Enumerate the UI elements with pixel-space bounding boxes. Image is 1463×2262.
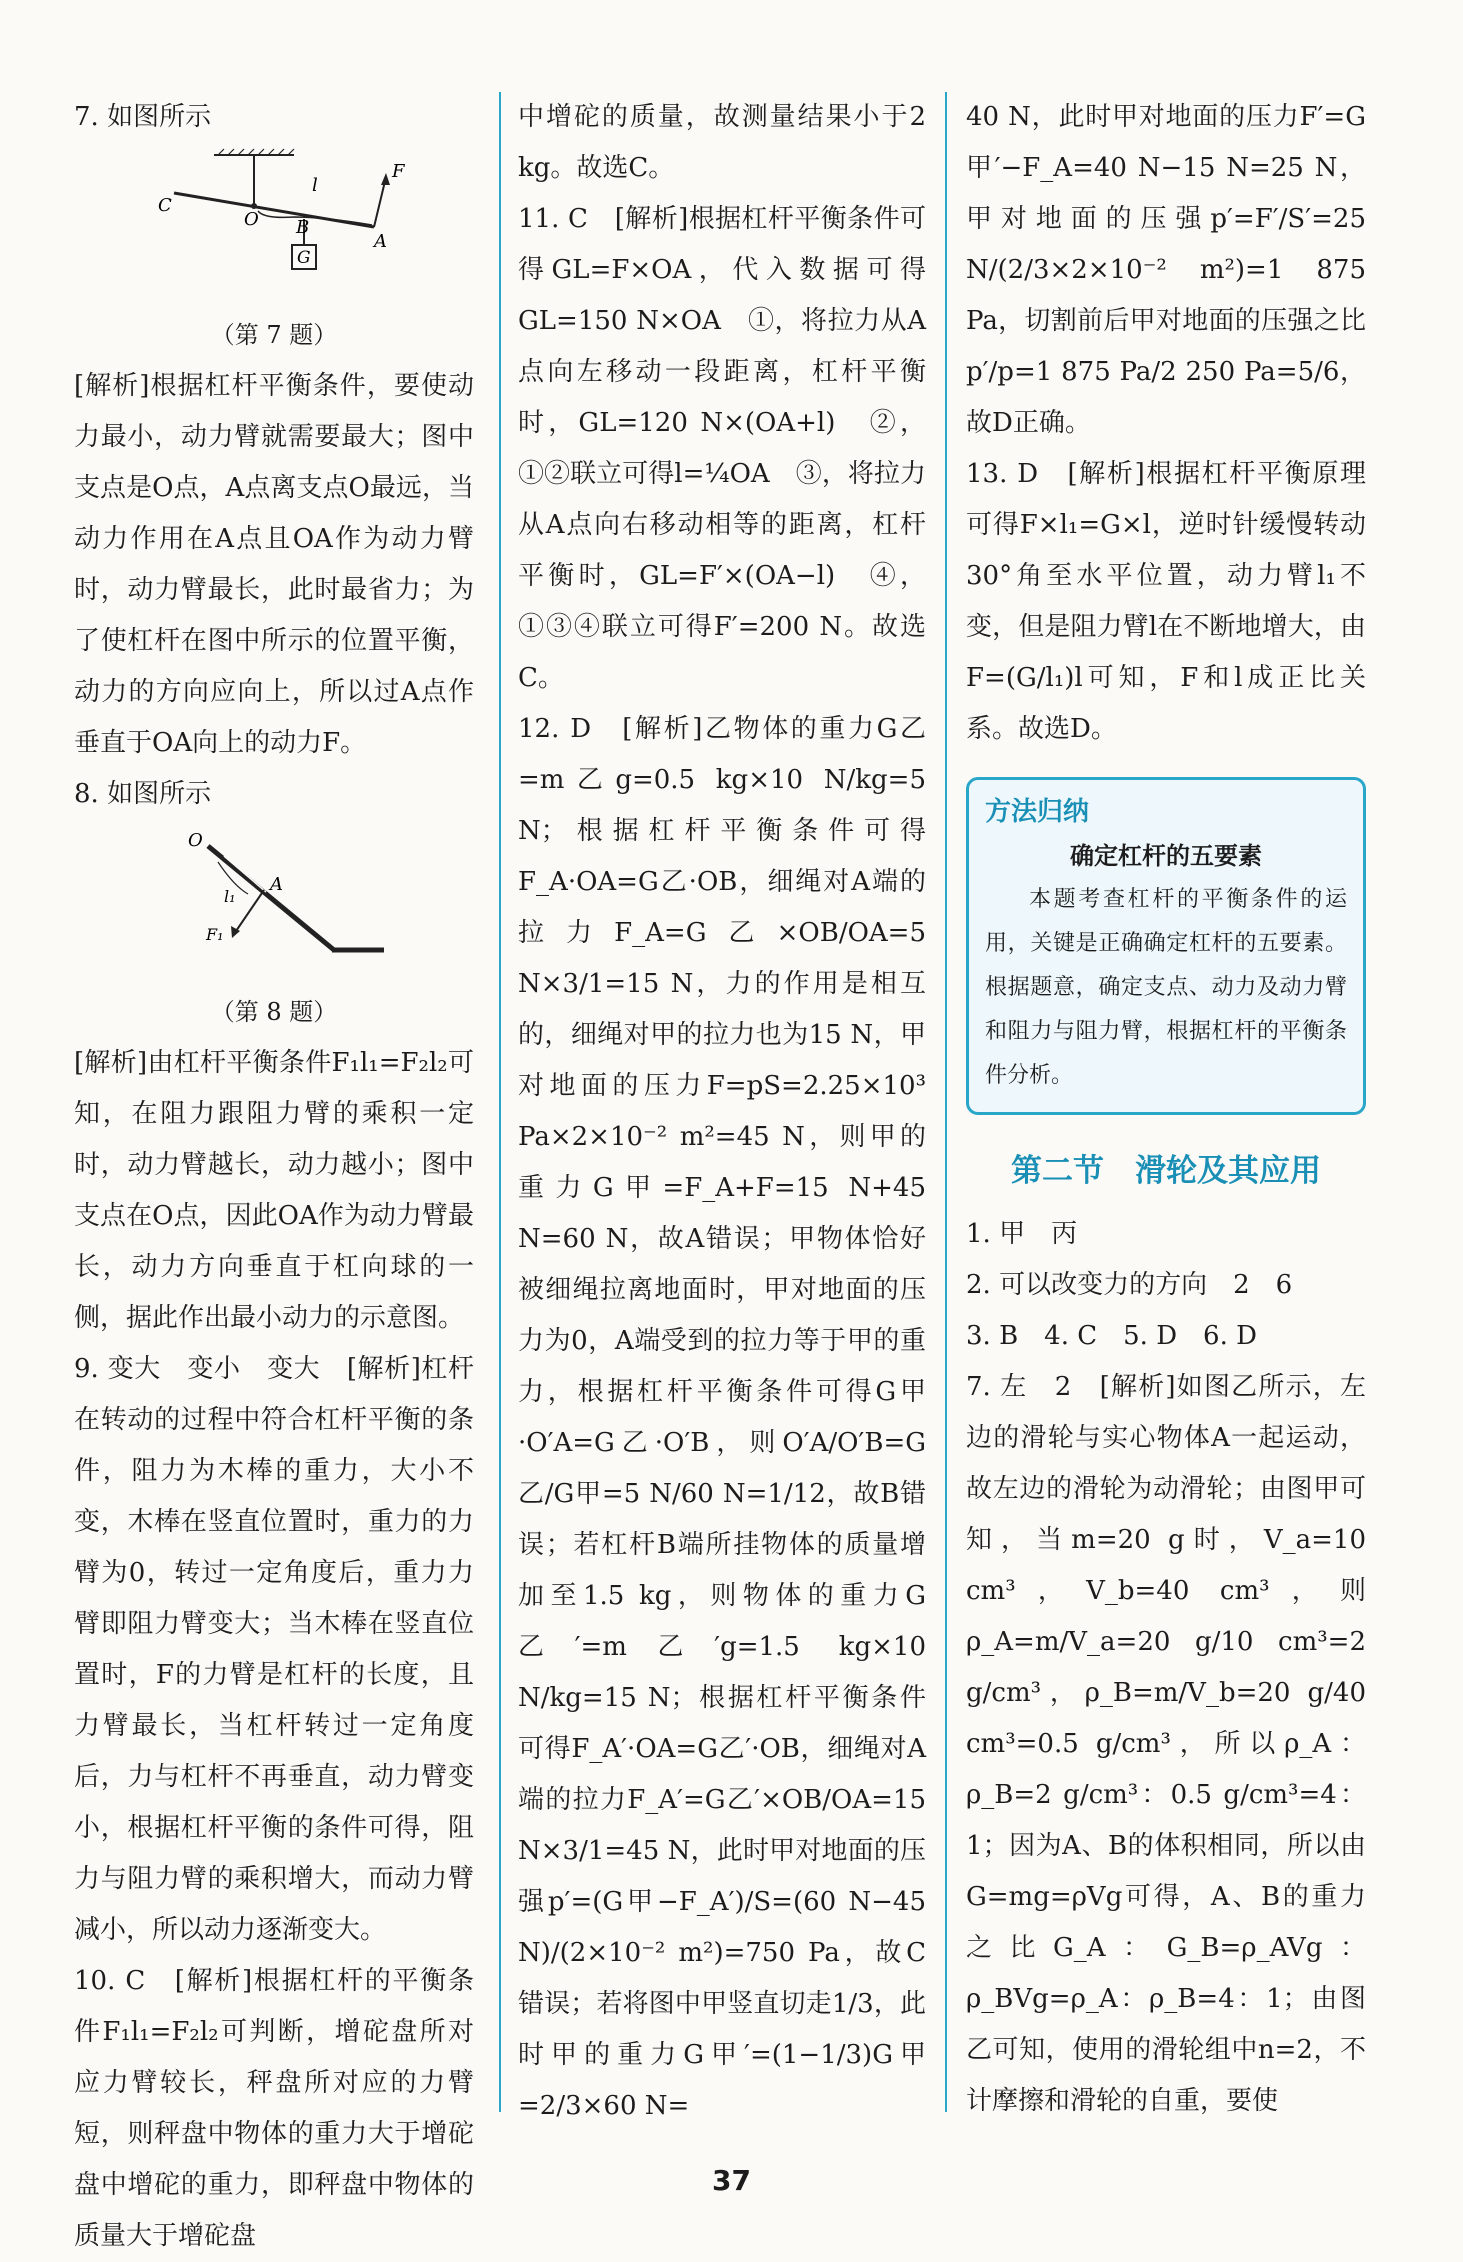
- figure-8-diagram: [124, 824, 424, 974]
- q12-answer: 12. D [解析]乙物体的重力G乙=m乙g=0.5 kg×10 N/kg=5 N；根据杠杆平衡条件可得F_A·OA=G乙·OB，细绳对A端的拉力F_A=G乙×OB/OA=5 N×3/1=15 N，力的作用是相互的，细绳对甲的拉力也为15 N，甲对地面的压力F=pS=2.25×10³ Pa×2×10⁻² m²=45 N，则甲的重力G甲=F_A+F=15 N+45 N=60 N，故A错误；甲物体恰好被细绳拉离地面时，甲对地面的压力为0，A端受到的拉力等于甲的重力，根据杠杆平衡条件可得G甲·O′A=G乙·O′B，则O′A/O′B=G乙/G甲=5 N/60 N=1/12，故B错误；若杠杆B端所挂物体的质量增加至1.5 kg，则物体的重力G乙′=m乙′g=1.5 kg×10 N/kg=15 N；根据杠杆平衡条件可得F_A′·OA=G乙′·OB，细绳对A端的拉力F_A′=G乙′×OB/OA=15 N×3/1=45 N，此时甲对地面的压强p′=(G甲−F_A′)/S=(60 N−45 N)/(2×10⁻² m²)=750 Pa，故C错误；若将图中甲竖直切走1/3，此时甲的重力G甲′=(1−1/3)G甲=2/3×60 N=: [518, 714, 926, 2121]
- answer-2: 2. 可以改变力的方向 2 6: [966, 1270, 1293, 1300]
- fig8-label-o: O: [188, 830, 203, 851]
- column-middle: [518, 92, 926, 2132]
- column-left: [74, 92, 474, 2262]
- column-divider: [499, 92, 501, 2112]
- answers-3-6: 3. B 4. C 5. D 6. D: [966, 1321, 1257, 1351]
- fig8-label-f1: F₁: [206, 925, 224, 944]
- column-divider: [945, 92, 947, 2112]
- method-summary-body: 本题考查杠杆的平衡条件的运用，关键是正确确定杠杆的五要素。根据题意，确定支点、动力及动力臂和阻力与阻力臂，根据杠杆的平衡条件分析。: [985, 887, 1347, 1088]
- fig8-label-l1: l₁: [224, 887, 236, 906]
- figure-8-caption: （第 8 题）: [210, 998, 338, 1026]
- q7-explanation: [解析]根据杠杆平衡条件，要使动力最小，动力臂就需要最大；图中支点是O点，A点离支点O最远，当动力作用在A点且OA作为动力臂时，动力臂最长，此时最省力；为了使杠杆在图中所示的位置平衡，动力的方向应向上，所以过A点作垂直于OA向上的动力F。: [74, 371, 474, 758]
- fig7-label-b: B: [296, 217, 310, 238]
- method-summary-subtitle: 确定杠杆的五要素: [1070, 842, 1262, 870]
- fig7-label-c: C: [158, 195, 172, 216]
- q9-answer: 9. 变大 变小 变大 [解析]杠杆在转动的过程中符合杠杆平衡的条件，阻力为木棒的重力，大小不变，木棒在竖直位置时，重力的力臂为0，转过一定角度后，重力力臂即阻力臂变大；当木棒在竖直位置时，F的力臂是杠杆的长度，且力臂最长，当杠杆转过一定角度后，力与杠杆不再垂直，动力臂变小，根据杠杆平衡的条件可得，阻力与阻力臂的乘积增大，而动力臂减小，所以动力逐渐变大。: [74, 1354, 474, 1945]
- section-title: 第二节 滑轮及其应用: [1011, 1153, 1321, 1189]
- q10-continued: 中增砣的质量，故测量结果小于2 kg。故选C。: [518, 102, 926, 183]
- q10-answer: 10. C [解析]根据杠杆的平衡条件F₁l₁=F₂l₂可判断，增砣盘所对应力臂较长，秤盘所对应的力臂短，则秤盘中物体的重力大于增砣盘中增砣的重力，即秤盘中物体的质量大于增砣盘: [74, 1966, 474, 2251]
- fig7-label-a: A: [374, 231, 387, 252]
- fig7-label-f: F: [392, 161, 405, 182]
- method-summary-title: 方法归纳: [985, 797, 1090, 827]
- fig7-label-g: G: [297, 248, 311, 268]
- q7-heading: 7. 如图所示: [74, 102, 212, 132]
- figure-7: [74, 147, 474, 355]
- answer-1: 1. 甲 丙: [966, 1219, 1078, 1249]
- q12-continued: 40 N，此时甲对地面的压力F′=G甲′−F_A=40 N−15 N=25 N，甲对地面的压强p′=F′/S′=25 N/(2/3×2×10⁻² m²)=1 875 Pa，切割前后甲对地面的压强之比p′/p=1 875 Pa/2 250 Pa=5/6，故D正确。: [966, 102, 1366, 438]
- figure-7-diagram: [124, 147, 424, 297]
- figure-8: [74, 824, 474, 1032]
- page-number: 37: [712, 2164, 751, 2197]
- q11-answer: 11. C [解析]根据杠杆平衡条件可得GL=F×OA，代入数据可得GL=150 N×OA ①，将拉力从A点向左移动一段距离，杠杆平衡时，GL=120 N×(OA+l) ②，①②联立可得l=¼OA ③，将拉力从A点向右移动相等的距离，杠杆平衡时，GL=F′×(OA−l) ④，①③④联立可得F′=200 N。故选C。: [518, 204, 926, 693]
- figure-7-caption: （第 7 题）: [210, 321, 338, 349]
- column-right: [966, 92, 1366, 2127]
- q8-heading: 8. 如图所示: [74, 779, 212, 809]
- q13-answer: 13. D [解析]根据杠杆平衡原理可得F×l₁=G×l，逆时针缓慢转动30°角至水平位置，动力臂l₁不变，但是阻力臂l在不断地增大，由F=(G/l₁)l可知，F和l成正比关系。故选D。: [966, 459, 1366, 744]
- fig8-label-a: A: [270, 874, 283, 895]
- fig7-label-o: O: [244, 209, 259, 230]
- method-summary-box: [966, 777, 1366, 1115]
- answer-7: 7. 左 2 [解析]如图乙所示，左边的滑轮与实心物体A一起运动，故左边的滑轮为动滑轮；由图甲可知，当m=20 g时，V_a=10 cm³，V_b=40 cm³，则ρ_A=m/V_a=20 g/10 cm³=2 g/cm³，ρ_B=m/V_b=20 g/40 cm³=0.5 g/cm³，所以ρ_A：ρ_B=2 g/cm³：0.5 g/cm³=4：1；因为A、B的体积相同，所以由G=mg=ρVg可得，A、B的重力之比G_A：G_B=ρ_AVg：ρ_BVg=ρ_A：ρ_B=4：1；由图乙可知，使用的滑轮组中n=2，不计摩擦和滑轮的自重，要使: [966, 1372, 1366, 2116]
- fig7-label-l: l: [312, 175, 318, 196]
- q8-explanation: [解析]由杠杆平衡条件F₁l₁=F₂l₂可知，在阻力跟阻力臂的乘积一定时，动力臂越长，动力越小；图中支点在O点，因此OA作为动力臂最长，动力方向垂直于杠向球的一侧，据此作出最小动力的示意图。: [74, 1048, 474, 1333]
